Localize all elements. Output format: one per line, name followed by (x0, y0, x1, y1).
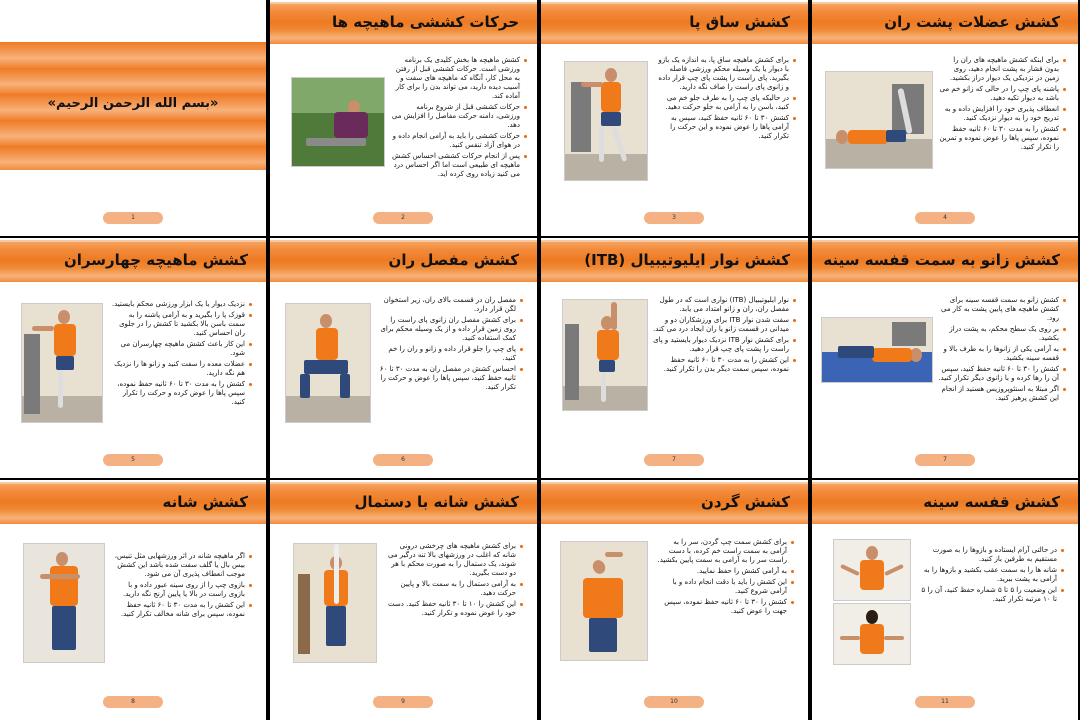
page-number: 1 (103, 212, 163, 224)
bullet: این کشش را باید با دقت انجام داده و با آرامی شروع کنید. (655, 578, 794, 596)
slide-title: کشش گردن (701, 493, 790, 511)
slide-body (384, 542, 523, 620)
bullet: به آرامی دستمال را به سمت بالا و پایین حرکت دهید. (384, 580, 523, 598)
bullet: سفت شدن نوار ITB برای ورزشکاران دو و میدانی در قسمت زانو یا ران ایجاد درد می کند. (653, 316, 796, 334)
cover-banner (0, 42, 266, 170)
slide-10[interactable] (270, 480, 537, 720)
slide-header (812, 482, 1078, 524)
bullet: عضلات معده را سفت کنید و زانو ها را نزدیک هم نگه دارید. (110, 360, 252, 378)
slide-title: کشش قفسه سینه (923, 493, 1060, 511)
bullet: کشش را به مدت ۳۰ تا ۶۰ ثانیه حفظ نموده، سپس پاها را عوض کرده و حرکت را تکرار کنید. (110, 380, 252, 407)
page-number: 2 (373, 212, 433, 224)
slide-title: کشش زانو به سمت قفسه سینه (823, 251, 1060, 269)
bullet: پس از انجام حرکات کششی احساس کشش ماهیچه ای طبیعی است اما اگر احساس درد می کنید زیاده روی کرده اید. (390, 152, 527, 179)
slide-header (812, 2, 1078, 44)
slide-title: کشش شانه با دستمال (354, 493, 519, 511)
slide-title: کشش ساق پا (689, 13, 790, 31)
bullet: کشش را ۳۰ تا ۶۰ ثانیه حفظ کنید، سپس آن را رها کرده و با زانوی دیگر تکرار کنید. (938, 365, 1066, 383)
slide-header (541, 240, 808, 282)
slide-title: کشش مفصل ران (388, 251, 519, 269)
stretch-photo (826, 72, 932, 168)
page-number: 7 (915, 454, 975, 466)
bullet: اگر ماهیچه شانه در اثر ورزشهایی مثل تنیس، بیس بال یا گلف سفت شده باشد این کشش موجب انعطاف پذیری آن می شود. (112, 552, 252, 579)
bullet: برای کشش مفصل ران زانوی پای راست را روی زمین قرار داده و از یک وسیله محکم برای کمک استفاده کنید. (378, 316, 523, 343)
slide-title: کشش نوار ایلیوتیبیال (ITB) (584, 251, 790, 269)
stretch-photo (292, 78, 384, 166)
stretch-photo (294, 544, 376, 662)
slide-body (390, 56, 527, 181)
slide-header (270, 2, 537, 44)
bullet: اگر مبتلا به استئوپروزیس هستید از انجام این کشش پرهیز کنید. (938, 385, 1066, 403)
stretch-photo (22, 304, 102, 422)
page-number: 7 (644, 454, 704, 466)
bullet: به آرامی کشش را حفظ نمایید. (655, 567, 794, 576)
page-number: 8 (103, 696, 163, 708)
slide-header (0, 240, 266, 282)
stretch-photo (24, 544, 104, 662)
stretch-photo (565, 62, 647, 180)
bullet: برای کشش نوار ITB نزدیک دیوار بایستید و پای راست را پشت پای چپ قرار دهید. (653, 336, 796, 354)
slide-header (812, 240, 1078, 282)
stretch-photo-front (834, 540, 910, 600)
bullet: پای چپ را جلو قرار داده و زانو و ران را خم کنید. (378, 345, 523, 363)
slide-title: کشش ماهیچه چهارسران (64, 251, 248, 269)
slide-header (270, 482, 537, 524)
slide-3[interactable] (541, 0, 808, 236)
bullet: حرکات کششی را باید به آرامی انجام داده و در هوای آزاد تنفس کنید. (390, 132, 527, 150)
bullet: کشش ماهیچه ها بخش کلیدی یک برنامه ورزشی است. حرکات کششی قبل از رفتن به محل کار، آنگاه که ماهیچه های سفت و آسیب دیده دارید، می تواند بدن را برای کار آماده کند. (390, 56, 527, 101)
bullet: این کشش را به مدت ۳۰ تا ۶۰ ثانیه حفظ نموده، سپس برای شانه مخالف تکرار کنید. (112, 601, 252, 619)
bullet: این کشش را ۱۰ تا ۳۰ ثانیه حفظ کنید. دست خود را عوض نموده و تکرار کنید. (384, 600, 523, 618)
slide-body (378, 296, 523, 394)
stretch-photo (286, 304, 370, 422)
bullet: این وضعیت را ۵ تا ۵ شماره حفظ کنید، آن را ۵ تا ۱۰ مرتبه تکرار کنید. (920, 586, 1064, 604)
stretch-photo-back (834, 604, 910, 664)
stretch-photo (822, 318, 932, 382)
bullet: کشش را به مدت ۳۰ تا ۶۰ ثانیه حفظ نموده، سپس پاها را عوض نموده و تمرین را تکرار کنید. (938, 125, 1066, 152)
bullet: برای کشش ماهیچه ساق پا، به اندازه یک بازو با دیوار یا یک وسیله محکم ورزشی فاصله بگیرید. پای راست را پشت پای چپ قرار داده و زانوی پای راست را صاف نگه دارید. (653, 56, 796, 92)
bullet: در حالیکه پای چپ را به طرف جلو خم می کنید، باسن را به آرامی به جلو حرکت دهید. (653, 94, 796, 112)
slide-8[interactable] (812, 238, 1078, 478)
bullet: کشش را ۳۰ تا ۶۰ ثانیه حفظ نموده، سپس جهت را عوض کنید. (655, 598, 794, 616)
page-number: 6 (373, 454, 433, 466)
slide-4[interactable] (812, 0, 1078, 236)
bullet: قوزک پا را بگیرید و به آرامی پاشنه را به سمت باسن بالا بکشید تا کشش را در جلوی ران احساس کنید. (110, 311, 252, 338)
bullet: بازوی چپ را از روی سینه عبور داده و با بازوی راست در بالا یا پایین آرنج نگه دارید. (112, 581, 252, 599)
slide-9[interactable] (0, 480, 266, 720)
bullet: این کشش را به مدت ۳۰ تا ۶۰ ثانیه حفظ نموده، سپس سمت دیگر بدن را تکرار کنید. (653, 356, 796, 374)
slide-body (938, 56, 1066, 154)
stretch-photo (561, 542, 647, 660)
bullet: در حالتی آرام ایستاده و بازوها را به صورت مستقیم به طرفین باز کنید. (920, 546, 1064, 564)
slide-body (920, 546, 1064, 606)
bullet: برای کشش سمت چپ گردن، سر را به آرامی به سمت راست خم کرده، با دست راست سر را به آرامی به سمت پایین بکشید. (655, 538, 794, 565)
bullet: برای کشش ماهیچه های چرخشی درونی شانه که اغلب در ورزشهای بالا تنه درگیر می شوند، یک دستمال را به صورت محکم با هر دو دست بگیرید. (384, 542, 523, 578)
page-number: 9 (373, 696, 433, 708)
bullet: کشش ۳۰ تا ۶۰ ثانیه حفظ کنید، سپس به آرامی پاها را عوض نموده و این حرکت را تکرار کنید. (653, 114, 796, 141)
slide-body (938, 296, 1066, 405)
slide-1[interactable] (0, 0, 266, 236)
bullet: برای اینکه کشش ماهیچه های ران را بدون فشار به پشت انجام دهید، روی زمین در نزدیکی یک دیوار دراز بکشید. (938, 56, 1066, 83)
slide-7[interactable] (541, 238, 808, 478)
page-number: 4 (915, 212, 975, 224)
slide-body (112, 552, 252, 621)
bullet: به آرامی یکی از زانوها را به طرف بالا و قفسه سینه بکشید. (938, 345, 1066, 363)
slide-body (655, 538, 794, 618)
page-number: 3 (644, 212, 704, 224)
slide-title: کشش عضلات پشت ران (884, 13, 1060, 31)
bullet: حرکات کششی قبل از شروع برنامه ورزشی، دامنه حرکت مفاصل را افزایش می دهد. (390, 103, 527, 130)
bullet: پاشنه پای چپ را در حالی که زانو خم می باشد به دیوار تکیه دهید. (938, 85, 1066, 103)
slide-header (0, 482, 266, 524)
stretch-photo (563, 300, 647, 410)
bullet: کشش زانو به سمت قفسه سینه برای کشش ماهیچه های پایین پشت به کار می رود. (938, 296, 1066, 323)
basmala-text: «بسم الله الرحمن الرحیم» (47, 96, 219, 111)
page-number: 10 (644, 696, 704, 708)
slide-6[interactable] (270, 238, 537, 478)
slide-header (541, 2, 808, 44)
slide-body (653, 296, 796, 376)
bullet: شانه ها را به سمت عقب بکشید و بازوها را به آرامی به پشت ببرید. (920, 566, 1064, 584)
bullet: نزدیک دیوار یا یک ابزار ورزشی محکم بایستید. (110, 300, 252, 309)
slide-12[interactable] (812, 480, 1078, 720)
slide-body (110, 300, 252, 409)
slide-header (270, 240, 537, 282)
slide-body (653, 56, 796, 143)
slide-2[interactable] (270, 0, 537, 236)
slide-11[interactable] (541, 480, 808, 720)
bullet: احساس کشش در مفصل ران به مدت ۳۰ تا ۶۰ ثانیه حفظ کنید، سپس پاها را عوض و حرکت را تکرار کنید. (378, 365, 523, 392)
slide-title: حرکات کششی ماهیچه ها (331, 13, 519, 31)
slide-5[interactable] (0, 238, 266, 478)
bullet: انعطاف پذیری خود را افزایش داده و به تدریج خود را به دیوار نزدیک کنید. (938, 105, 1066, 123)
slide-title: کشش شانه (162, 493, 248, 511)
page-number: 5 (103, 454, 163, 466)
slide-header (541, 482, 808, 524)
bullet: مفصل ران در قسمت بالای ران، زیر استخوان لگن قرار دارد. (378, 296, 523, 314)
bullet: بر روی یک سطح محکم، به پشت دراز بکشید. (938, 325, 1066, 343)
bullet: نوار ایلیوتیبیال (ITB) نواری است که در طول مفصل ران، ران و زانو امتداد می یابد. (653, 296, 796, 314)
page-number: 11 (915, 696, 975, 708)
bullet: این کار باعث کشش ماهیچه چهارسران می شود. (110, 340, 252, 358)
